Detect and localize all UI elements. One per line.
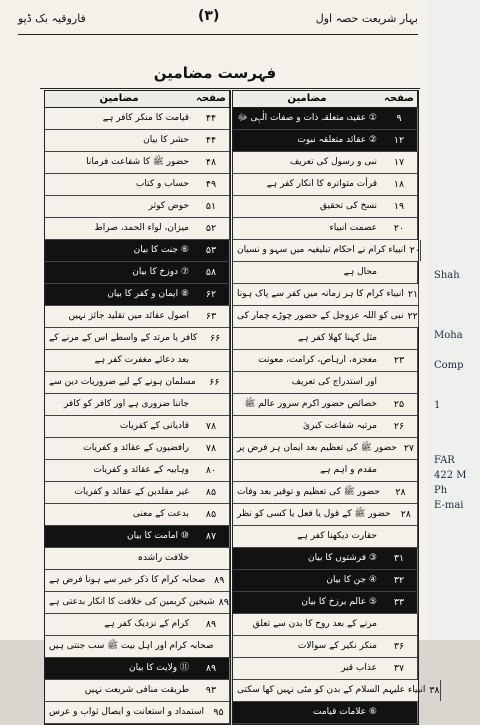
row-title: مرنے کے بعد روح کا بدن سے تعلق [252,619,377,629]
row-page-number: ۷۸ [193,416,230,437]
adjacent-page [428,0,480,640]
row-title: عصمت انبیاء [329,223,377,233]
row-title: غیر مقلدین کے عقائد و کفریات [74,487,189,497]
table-body [233,108,440,724]
section-heading-row [45,526,230,548]
row-page-number: ۳۸ [429,680,440,701]
column-header-page: صفحہ [193,91,230,107]
table-row [233,284,418,306]
table-row [45,438,230,460]
row-title: کافر یا مرتد کے واسطے اس کے مرنے کے [49,333,198,343]
row-page-number: ۲۷ [401,438,418,459]
row-page-number: ۲۰ [410,240,421,261]
row-title: خصائص حضور اکرم سرور عالم ﷺ [244,399,377,409]
row-title: ④ جن کا بیان [326,575,377,585]
table-row [233,680,440,702]
row-title: ⑩ امامت کا بیان [127,531,189,541]
table-row [233,218,418,240]
table-row [233,526,418,548]
row-title: مقدم و اہم ہے [320,465,377,475]
row-page-number: ۲۳ [381,350,418,371]
table-row [45,504,230,526]
section-heading-row [45,658,230,680]
row-title: صحابہ کرام اور اہل بیت ﷺ سب جنتی ہیں [49,641,214,651]
row-page-number [381,526,418,547]
row-page-number: ۴۹ [193,174,230,195]
row-title: ⑥ جنت کا بیان [133,245,189,255]
table-row [45,174,230,196]
row-title: حقارت دیکھنا کفر ہے [297,531,377,541]
row-title: کرام کے نزدیک کفر ہے [104,619,189,629]
column-header-title: مضامین [99,93,139,104]
row-page-number [193,350,230,371]
row-page-number: ۱۷ [381,152,418,173]
row-title: عذاب قبر [341,663,377,673]
row-title: خلافت راشدہ [137,553,189,563]
row-page-number: ۴۸ [193,152,230,173]
row-page-number: ۳۲ [381,570,418,591]
table-row [233,504,418,526]
row-page-number: ۶۶ [201,328,230,349]
adjacent-page-fragment: Ph [434,485,448,496]
table-row [233,460,418,482]
row-title: ③ فرشتوں کا بیان [307,553,377,563]
row-title: حساب و کتاب [135,179,189,189]
row-title: قیامت کا منکر کافر ہے [102,113,189,123]
section-heading-row [233,570,418,592]
table-row [45,350,230,372]
row-title: قادیانی کے کفریات [119,421,189,431]
row-page-number: ۵۳ [193,240,230,261]
row-page-number [381,372,418,393]
header-rule [18,34,418,35]
table-row [45,306,230,328]
row-title: منکر نکیر کے سوالات [297,641,377,651]
row-page-number: ۸۹ [219,592,231,613]
row-title: طریقت منافی شریعت نہیں [84,685,189,695]
table-row [233,658,418,680]
row-page-number: ۳۷ [381,658,418,679]
section-heading-row [233,702,418,724]
row-title: حوض کوثر [148,201,189,211]
adjacent-page-fragment: FAR [434,455,455,466]
table-row [45,636,230,658]
table-row [233,416,418,438]
row-title: بدعت کے معنی [132,509,189,519]
table-body [45,108,230,724]
row-title: نسخ کی تحقیق [320,201,377,211]
table-row [45,372,230,394]
contents-table-left [44,90,231,725]
row-page-number: ۲۲ [408,306,419,327]
header-book-title: بہار شریعت حصہ اول [315,12,418,25]
row-page-number: ۹۵ [208,702,230,723]
row-title: شیخین کریمین کی خلافت کا انکار بدعتی ہے [49,597,215,607]
section-heading-row [45,262,230,284]
table-header [233,91,418,108]
table-header [45,91,230,108]
row-title: مسلمان ہونے کے لیے ضروریات دین سے [49,377,196,387]
row-title: صحابہ کرام کا ذکر خیر سے ہونا فرض ہے [49,575,206,585]
title-rule [40,88,420,89]
row-title: ⑥ علامات قیامت [313,707,377,717]
page-title: فہرست مضامین [153,64,277,82]
row-page-number [381,460,418,481]
row-page-number: ۸۹ [193,614,230,635]
table-row [233,262,418,284]
row-page-number [381,702,418,723]
row-page-number: ۸۹ [209,570,230,591]
section-heading-row [233,108,418,130]
contents-table-right [232,90,440,725]
row-page-number: ۱۲ [381,130,418,151]
table-row [45,196,230,218]
row-title: مرتبہ شفاعت کبریٰ [302,421,377,431]
table-row [233,328,418,350]
row-title: معجزہ، ارہاص، کرامت، معونت [258,355,377,365]
row-page-number [218,636,230,657]
row-page-number: ۳۶ [381,636,418,657]
row-page-number [193,548,230,569]
row-page-number: ۲۵ [381,394,418,415]
row-page-number: ۶۶ [200,372,230,393]
row-title: ⑦ دوزخ کا بیان [132,267,189,277]
table-row [233,196,418,218]
row-page-number: ۸۵ [193,482,230,503]
adjacent-page-fragment: Moha [434,330,463,341]
table-row [233,438,418,460]
row-page-number: ۹۳ [193,680,230,701]
row-title: حضور ﷺ کی تعظیم و توقیر بعد وفات [237,487,380,497]
table-row [233,174,418,196]
table-row [233,152,418,174]
row-title: استمداد و استعانت و ایصال ثواب و عرس [49,707,204,717]
table-row [45,482,230,504]
row-title: نبی کو اللہ عزوجل کے حضور چوڑے چمار کی [237,311,404,321]
header-page-number: (۳) [198,8,220,24]
row-page-number: ۲۶ [381,416,418,437]
row-title: وہابیہ کے عقائد و کفریات [93,465,189,475]
row-page-number: ۴۴ [193,108,230,129]
row-title: نبی و رسول کی تعریف [289,157,377,167]
section-heading-row [233,130,418,152]
table-row [45,548,230,570]
row-page-number: ۴۴ [193,130,230,151]
row-page-number: ۵۸ [193,262,230,283]
table-row [233,394,418,416]
section-heading-row [45,284,230,306]
table-row [45,614,230,636]
row-title: مثل کہنا کھلا کفر ہے [298,333,377,343]
row-page-number: ۵۱ [193,196,230,217]
column-header-title: مضامین [287,93,327,104]
row-title: حضور ﷺ کے قول یا فعل یا کسی کو نظر [237,509,391,519]
table-row [233,350,418,372]
row-page-number: ۱۹ [381,196,418,217]
table-row [45,218,230,240]
row-page-number: ۶۳ [193,306,230,327]
table-row [45,680,230,702]
table-row [233,372,418,394]
table-row [45,152,230,174]
table-row [233,614,418,636]
row-title: رافضیوں کے عقائد و کفریات [83,443,189,453]
section-heading-row [233,548,418,570]
row-title: حضور ﷺ کا شفاعت فرمانا [86,157,189,167]
row-page-number: ۵۲ [193,218,230,239]
table-row [45,570,230,592]
table-row [45,130,230,152]
row-page-number: ۶۲ [193,284,230,305]
table-row [45,702,230,724]
row-title: ① عقیدہ متعلقہ ذات و صفات الٰہی ﷻ [237,113,377,123]
table-row [233,306,418,328]
adjacent-page-fragment: Shah [434,270,460,281]
row-title: اصول عقائد میں تقلید جائز نہیں [68,311,189,321]
row-title: ⑧ ایمان و کفر کا بیان [107,289,189,299]
row-title: انبیاء کرام نے احکام تبلیغیہ میں سہو و نسیان [237,245,406,255]
adjacent-page-fragment: 422 M [434,470,467,481]
row-title: ② عقائد متعلقہ نبوت [297,135,377,145]
row-page-number: ۱۸ [381,174,418,195]
row-title: ⑪ ولایت کا بیان [128,663,189,673]
adjacent-page-fragment: 1 [434,400,441,411]
row-page-number [381,262,418,283]
table-row [45,108,230,130]
row-title: جاننا ضروری ہے اور کافر کو کافر [63,399,189,409]
row-page-number: ۷۸ [193,438,230,459]
row-page-number: ۸۰ [193,460,230,481]
row-page-number: ۸۷ [193,526,230,547]
section-heading-row [45,240,230,262]
column-header-page: صفحہ [381,91,418,107]
table-row [45,460,230,482]
row-page-number: ۳۱ [381,548,418,569]
row-page-number: ۲۱ [408,284,419,305]
row-title: حشر کا بیان [143,135,189,145]
section-heading-row [233,592,418,614]
row-page-number: ۸۹ [193,658,230,679]
row-page-number [381,614,418,635]
row-title: حضور ﷺ کی تعظیم بعد ایمان ہر فرض پر [237,443,397,453]
row-title: انبیاء کرام کا ہر زمانہ میں کفر سے پاک ہونا [237,289,404,299]
row-page-number: ۲۸ [384,482,418,503]
row-page-number: ۳۳ [381,592,418,613]
adjacent-page-fragment: E-mai [434,500,464,511]
row-page-number: ۸۵ [193,504,230,525]
row-title: ⑤ عالم برزخ کا بیان [301,597,377,607]
adjacent-page-fragment: Comp [434,360,464,371]
row-page-number [381,328,418,349]
row-title: انبیاء علیہم السلام کے بدن کو مٹی نہیں کھا سکتی [237,685,426,695]
page-header [18,6,418,34]
row-title: بعد دعائے مغفرت کفر ہے [94,355,189,365]
table-row [45,328,230,350]
table-row [45,416,230,438]
row-page-number [193,394,230,415]
table-row [45,394,230,416]
row-page-number: ۲۰ [381,218,418,239]
header-publisher: فاروقیہ بک ڈپو [18,12,86,25]
table-row [233,240,421,262]
row-title: میزان، لواء الحمد، صراط [94,223,189,233]
row-page-number: ۲۸ [395,504,418,525]
row-title: قرأت متواترہ کا انکار کفر ہے [266,179,377,189]
table-row [45,592,230,614]
table-row [233,636,418,658]
row-title: اور استدراج کی تعریف [291,377,377,387]
table-row [233,482,418,504]
row-page-number: ۹ [381,108,418,129]
row-title: محال ہے [343,267,377,277]
